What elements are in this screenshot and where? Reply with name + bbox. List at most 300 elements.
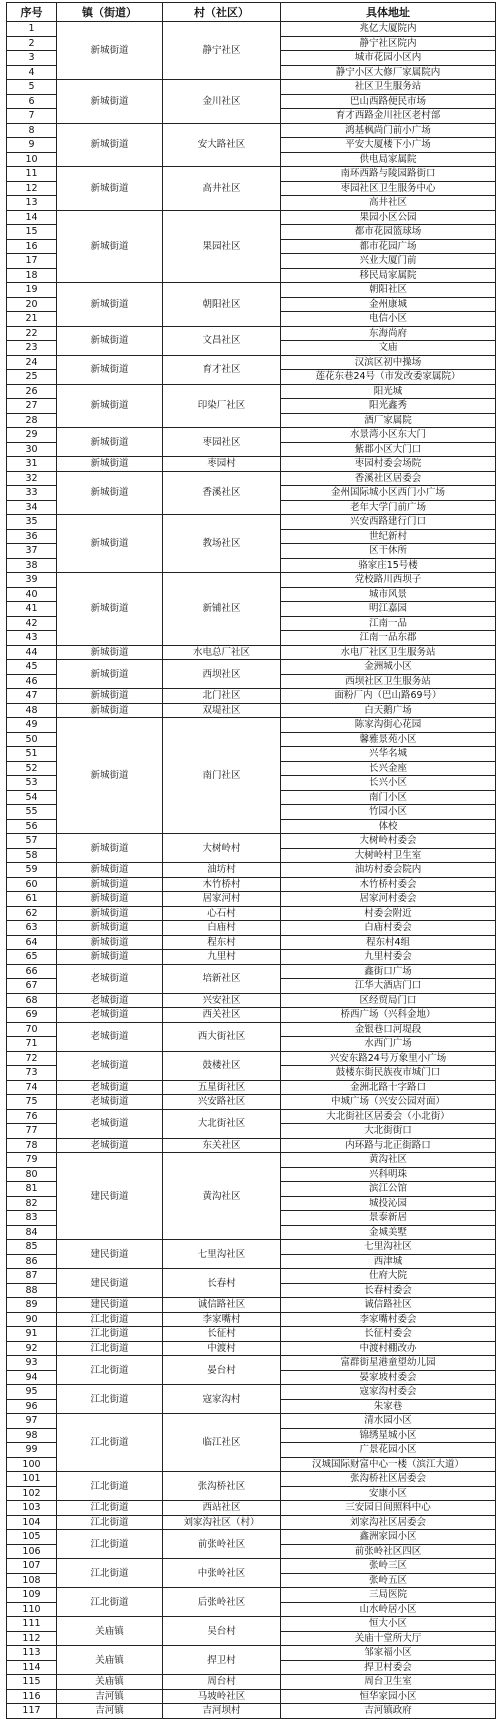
cell-address: 高井社区: [281, 196, 496, 211]
cell-seq: 77: [7, 1124, 57, 1139]
cell-address: 滨江公馆: [281, 1182, 496, 1197]
cell-seq: 116: [7, 1689, 57, 1704]
cell-seq: 5: [7, 80, 57, 95]
cell-town: 吉河镇: [57, 1689, 163, 1704]
cell-village: 北门社区: [163, 689, 281, 704]
cell-seq: 115: [7, 1675, 57, 1690]
cell-town: 新城街道: [57, 834, 163, 863]
cell-town: 新城街道: [57, 428, 163, 457]
cell-seq: 58: [7, 848, 57, 863]
cell-seq: 79: [7, 1153, 57, 1168]
cell-address: 馨雅景苑小区: [281, 732, 496, 747]
cell-town: 老城街道: [57, 1051, 163, 1080]
cell-address: 大树岭村委会: [281, 834, 496, 849]
cell-address: 老年大学门前广场: [281, 500, 496, 515]
table-header-row: [7, 3, 496, 22]
cell-address: 江南一品东郡: [281, 631, 496, 646]
cell-address: 面粉厂内（巴山路69号）: [281, 689, 496, 704]
cell-village: 西大街社区: [163, 1022, 281, 1051]
cell-seq: 21: [7, 312, 57, 327]
cell-town: 江北街道: [57, 1327, 163, 1342]
table-row: [7, 123, 496, 138]
cell-seq: 73: [7, 1066, 57, 1081]
cell-seq: 6: [7, 94, 57, 109]
cell-address: 锦绣星城小区: [281, 1428, 496, 1443]
cell-town: 新城街道: [57, 660, 163, 689]
cell-address: 移民局家属院: [281, 268, 496, 283]
table-row: [7, 1327, 496, 1342]
cell-address: 香溪社区居委会: [281, 471, 496, 486]
cell-address: 木竹桥村委会: [281, 877, 496, 892]
table-row: [7, 1689, 496, 1704]
cell-seq: 80: [7, 1167, 57, 1182]
cell-address: 长兴小区: [281, 776, 496, 791]
cell-address: 东海尚府: [281, 326, 496, 341]
cell-address: 江华大酒店门口: [281, 979, 496, 994]
cell-town: 新城街道: [57, 892, 163, 907]
cell-seq: 59: [7, 863, 57, 878]
cell-village: 吉河坝村: [163, 1704, 281, 1719]
cell-address: 世纪新村: [281, 529, 496, 544]
table-row: [7, 1385, 496, 1400]
cell-village: 果园社区: [163, 210, 281, 283]
cell-seq: 9: [7, 138, 57, 153]
table-row: [7, 1472, 496, 1487]
cell-seq: 45: [7, 660, 57, 675]
cell-seq: 11: [7, 167, 57, 182]
cell-seq: 105: [7, 1530, 57, 1545]
cell-address: 兆亿大厦院内: [281, 22, 496, 37]
cell-seq: 31: [7, 457, 57, 472]
cell-seq: 64: [7, 935, 57, 950]
cell-village: 晏台村: [163, 1356, 281, 1385]
cell-village: 东关社区: [163, 1138, 281, 1153]
cell-town: 江北街道: [57, 1341, 163, 1356]
cell-seq: 32: [7, 471, 57, 486]
table-row: [7, 1588, 496, 1603]
cell-town: 关庙镇: [57, 1617, 163, 1646]
cell-village: 新铺社区: [163, 573, 281, 646]
cell-address: 三安园日间照料中心: [281, 1501, 496, 1516]
cell-seq: 48: [7, 703, 57, 718]
table-row: [7, 326, 496, 341]
cell-village: 印染厂社区: [163, 384, 281, 428]
cell-address: 江南一品: [281, 616, 496, 631]
table-row: [7, 718, 496, 733]
cell-seq: 43: [7, 631, 57, 646]
cell-seq: 36: [7, 529, 57, 544]
cell-town: 老城街道: [57, 1095, 163, 1110]
cell-village: 五星街社区: [163, 1080, 281, 1095]
cell-town: 建民街道: [57, 1153, 163, 1240]
cell-seq: 7: [7, 109, 57, 124]
cell-town: 新城街道: [57, 906, 163, 921]
cell-address: 居家河村委会: [281, 892, 496, 907]
cell-address: 党校路川西坝子: [281, 573, 496, 588]
cell-address: 张岭三区: [281, 1559, 496, 1574]
cell-village: 双堤社区: [163, 703, 281, 718]
cell-seq: 30: [7, 442, 57, 457]
table-row: [7, 1617, 496, 1632]
cell-seq: 49: [7, 718, 57, 733]
cell-address: 兴业大厦门前: [281, 254, 496, 269]
cell-village: 诚信路社区: [163, 1298, 281, 1313]
cell-address: 长征村委会: [281, 1327, 496, 1342]
table-row: [7, 1095, 496, 1110]
cell-town: 老城街道: [57, 1080, 163, 1095]
cell-town: 新城街道: [57, 384, 163, 428]
cell-village: 枣园社区: [163, 428, 281, 457]
cell-seq: 66: [7, 964, 57, 979]
cell-seq: 86: [7, 1254, 57, 1269]
cell-address: 电信小区: [281, 312, 496, 327]
cell-address: 捍卫村委会: [281, 1660, 496, 1675]
cell-seq: 83: [7, 1211, 57, 1226]
cell-town: 新城街道: [57, 921, 163, 936]
cell-address: 鑫洲家园小区: [281, 1530, 496, 1545]
cell-address: 金城美墅: [281, 1225, 496, 1240]
cell-village: 高井社区: [163, 167, 281, 211]
table-row: [7, 384, 496, 399]
cell-village: 长征村: [163, 1327, 281, 1342]
table-row: [7, 921, 496, 936]
cell-village: 兴安路社区: [163, 1095, 281, 1110]
table-row: [7, 1559, 496, 1574]
cell-seq: 68: [7, 993, 57, 1008]
cell-address: 七里沟社区: [281, 1240, 496, 1255]
cell-address: 金洲城小区: [281, 660, 496, 675]
cell-seq: 15: [7, 225, 57, 240]
cell-seq: 75: [7, 1095, 57, 1110]
cell-village: 木竹桥村: [163, 877, 281, 892]
cell-village: 教场社区: [163, 515, 281, 573]
cell-seq: 55: [7, 805, 57, 820]
table-row: [7, 892, 496, 907]
cell-address: 社区卫生服务站: [281, 80, 496, 95]
cell-town: 新城街道: [57, 123, 163, 167]
table-row: [7, 1138, 496, 1153]
cell-village: 李家嘴村: [163, 1312, 281, 1327]
cell-seq: 41: [7, 602, 57, 617]
cell-address: 桥西广场（兴科金地）: [281, 1008, 496, 1023]
cell-seq: 92: [7, 1341, 57, 1356]
cell-address: 枣园社区卫生服务中心: [281, 181, 496, 196]
cell-seq: 76: [7, 1109, 57, 1124]
cell-seq: 113: [7, 1646, 57, 1661]
cell-seq: 106: [7, 1544, 57, 1559]
cell-town: 关庙镇: [57, 1675, 163, 1690]
cell-town: 老城街道: [57, 1138, 163, 1153]
cell-address: 恒华家园小区: [281, 1689, 496, 1704]
cell-town: 江北街道: [57, 1414, 163, 1472]
cell-address: 城投沁园: [281, 1196, 496, 1211]
table-row: [7, 1515, 496, 1530]
table-row: [7, 834, 496, 849]
table-row: [7, 471, 496, 486]
cell-address: 明江嘉园: [281, 602, 496, 617]
cell-town: 新城街道: [57, 718, 163, 834]
cell-seq: 51: [7, 747, 57, 762]
table-row: [7, 80, 496, 95]
cell-address: 莲花东巷24号（市发改委家属院）: [281, 370, 496, 385]
cell-town: 老城街道: [57, 1109, 163, 1138]
cell-town: 老城街道: [57, 1008, 163, 1023]
cell-address: 黄沟社区: [281, 1153, 496, 1168]
cell-town: 江北街道: [57, 1312, 163, 1327]
cell-address: 鼓楼东街民族夜市城门口: [281, 1066, 496, 1081]
cell-address: 体校: [281, 819, 496, 834]
cell-seq: 81: [7, 1182, 57, 1197]
cell-address: 区干休所: [281, 544, 496, 559]
table-row: [7, 1312, 496, 1327]
table-body: [7, 22, 496, 1719]
cell-town: 新城街道: [57, 283, 163, 327]
cell-address: 周台卫生室: [281, 1675, 496, 1690]
cell-village: 西坝社区: [163, 660, 281, 689]
cell-village: 前张岭社区: [163, 1530, 281, 1559]
cell-seq: 74: [7, 1080, 57, 1095]
cell-address: 张沟桥社区居委会: [281, 1472, 496, 1487]
cell-seq: 67: [7, 979, 57, 994]
cell-seq: 65: [7, 950, 57, 965]
cell-village: 大北街社区: [163, 1109, 281, 1138]
cell-address: 寇家沟村委会: [281, 1385, 496, 1400]
cell-address: 大树岭村卫生室: [281, 848, 496, 863]
cell-seq: 94: [7, 1370, 57, 1385]
cell-address: 大北街社区居委会（小北街）: [281, 1109, 496, 1124]
header-address: 具体地址: [281, 3, 496, 22]
cell-address: 南门小区: [281, 790, 496, 805]
cell-address: 长兴金座: [281, 761, 496, 776]
header-seq: 序号: [7, 3, 57, 22]
cell-seq: 84: [7, 1225, 57, 1240]
cell-address: 骆家庄15号楼: [281, 558, 496, 573]
table-row: [7, 1414, 496, 1429]
cell-seq: 90: [7, 1312, 57, 1327]
cell-address: 金银巷口河堤段: [281, 1022, 496, 1037]
cell-address: 晏家坡村委会: [281, 1370, 496, 1385]
cell-address: 南环西路与陵园路街口: [281, 167, 496, 182]
cell-address: 村委会附近: [281, 906, 496, 921]
cell-seq: 63: [7, 921, 57, 936]
table-row: [7, 210, 496, 225]
cell-seq: 102: [7, 1486, 57, 1501]
cell-town: 老城街道: [57, 964, 163, 993]
cell-village: 捍卫村: [163, 1646, 281, 1675]
cell-seq: 93: [7, 1356, 57, 1371]
cell-seq: 108: [7, 1573, 57, 1588]
cell-town: 江北街道: [57, 1559, 163, 1588]
cell-town: 新城街道: [57, 457, 163, 472]
cell-address: 金州国际城小区西门小广场: [281, 486, 496, 501]
cell-town: 新城街道: [57, 877, 163, 892]
cell-seq: 104: [7, 1515, 57, 1530]
location-table: [6, 2, 496, 1719]
cell-seq: 39: [7, 573, 57, 588]
cell-village: 水电总厂社区: [163, 645, 281, 660]
cell-address: 水电厂社区卫生服务站: [281, 645, 496, 660]
cell-seq: 25: [7, 370, 57, 385]
cell-address: 兴安东路24号万象里小广场: [281, 1051, 496, 1066]
cell-seq: 17: [7, 254, 57, 269]
cell-village: 吴台村: [163, 1617, 281, 1646]
cell-town: 关庙镇: [57, 1646, 163, 1675]
cell-seq: 96: [7, 1399, 57, 1414]
table-row: [7, 1501, 496, 1516]
cell-address: 中城广场（兴安公园对面）: [281, 1095, 496, 1110]
cell-seq: 18: [7, 268, 57, 283]
cell-address: 九里村委会: [281, 950, 496, 965]
table-row: [7, 428, 496, 443]
cell-seq: 23: [7, 341, 57, 356]
cell-address: 大北街街口: [281, 1124, 496, 1139]
cell-address: 恒大小区: [281, 1617, 496, 1632]
cell-seq: 69: [7, 1008, 57, 1023]
cell-town: 新城街道: [57, 935, 163, 950]
cell-seq: 26: [7, 384, 57, 399]
cell-village: 寇家沟村: [163, 1385, 281, 1414]
cell-address: 内环路与北正街路口: [281, 1138, 496, 1153]
cell-seq: 47: [7, 689, 57, 704]
cell-seq: 42: [7, 616, 57, 631]
cell-seq: 60: [7, 877, 57, 892]
cell-village: 临江社区: [163, 1414, 281, 1472]
cell-seq: 19: [7, 283, 57, 298]
cell-seq: 109: [7, 1588, 57, 1603]
cell-address: 李家嘴村委会: [281, 1312, 496, 1327]
cell-seq: 57: [7, 834, 57, 849]
cell-address: 西坝社区卫生服务站: [281, 674, 496, 689]
cell-address: 金洲北路十字路口: [281, 1080, 496, 1095]
cell-seq: 78: [7, 1138, 57, 1153]
cell-address: 富群街星港童望幼儿园: [281, 1356, 496, 1371]
cell-town: 新城街道: [57, 689, 163, 704]
cell-seq: 53: [7, 776, 57, 791]
table-row: [7, 1051, 496, 1066]
cell-village: 西站社区: [163, 1501, 281, 1516]
cell-address: 刘家沟社区居委会: [281, 1515, 496, 1530]
cell-address: 平安大厦楼下小广场: [281, 138, 496, 153]
cell-village: 大树岭村: [163, 834, 281, 863]
table-row: [7, 1356, 496, 1371]
cell-address: 阳光城: [281, 384, 496, 399]
cell-seq: 71: [7, 1037, 57, 1052]
table-row: [7, 1109, 496, 1124]
cell-seq: 56: [7, 819, 57, 834]
cell-address: 前张岭社区四区: [281, 1544, 496, 1559]
cell-seq: 103: [7, 1501, 57, 1516]
cell-address: 仕府大院: [281, 1269, 496, 1284]
table-row: [7, 1153, 496, 1168]
cell-address: 朝阳社区: [281, 283, 496, 298]
cell-address: 枣园村委会场院: [281, 457, 496, 472]
table-row: [7, 1080, 496, 1095]
cell-village: 居家河村: [163, 892, 281, 907]
cell-village: 刘家沟社区（村）: [163, 1515, 281, 1530]
cell-address: 城市风景: [281, 587, 496, 602]
cell-address: 程东村4组: [281, 935, 496, 950]
cell-village: 程东村: [163, 935, 281, 950]
cell-seq: 100: [7, 1457, 57, 1472]
cell-address: 育才西路金川社区老村部: [281, 109, 496, 124]
cell-town: 吉河镇: [57, 1704, 163, 1719]
cell-address: 都市花园篮球场: [281, 225, 496, 240]
cell-village: 金川社区: [163, 80, 281, 124]
cell-address: 张岭五区: [281, 1573, 496, 1588]
cell-seq: 95: [7, 1385, 57, 1400]
cell-seq: 14: [7, 210, 57, 225]
cell-village: 心石村: [163, 906, 281, 921]
cell-seq: 117: [7, 1704, 57, 1719]
cell-address: 西津城: [281, 1254, 496, 1269]
cell-seq: 22: [7, 326, 57, 341]
cell-seq: 50: [7, 732, 57, 747]
table-row: [7, 689, 496, 704]
cell-seq: 85: [7, 1240, 57, 1255]
cell-village: 长春村: [163, 1269, 281, 1298]
cell-town: 老城街道: [57, 993, 163, 1008]
cell-seq: 35: [7, 515, 57, 530]
cell-village: 兴安社区: [163, 993, 281, 1008]
cell-seq: 72: [7, 1051, 57, 1066]
cell-address: 邹家福小区: [281, 1646, 496, 1661]
cell-town: 江北街道: [57, 1472, 163, 1501]
cell-village: 南门社区: [163, 718, 281, 834]
cell-seq: 10: [7, 152, 57, 167]
cell-seq: 87: [7, 1269, 57, 1284]
cell-village: 七里沟社区: [163, 1240, 281, 1269]
cell-town: 新城街道: [57, 703, 163, 718]
cell-village: 静宁社区: [163, 22, 281, 80]
cell-address: 景泰新居: [281, 1211, 496, 1226]
table-row: [7, 355, 496, 370]
header-village: 村（社区）: [163, 3, 281, 22]
cell-village: 鼓楼社区: [163, 1051, 281, 1080]
cell-seq: 29: [7, 428, 57, 443]
cell-address: 阳光鑫秀: [281, 399, 496, 414]
cell-address: 油坊村委会院内: [281, 863, 496, 878]
cell-seq: 99: [7, 1443, 57, 1458]
cell-seq: 88: [7, 1283, 57, 1298]
cell-seq: 91: [7, 1327, 57, 1342]
cell-seq: 24: [7, 355, 57, 370]
cell-village: 黄沟社区: [163, 1153, 281, 1240]
cell-seq: 114: [7, 1660, 57, 1675]
cell-village: 中渡村: [163, 1341, 281, 1356]
cell-village: 后张岭社区: [163, 1588, 281, 1617]
table-row: [7, 863, 496, 878]
cell-address: 区经贸局门口: [281, 993, 496, 1008]
cell-seq: 46: [7, 674, 57, 689]
cell-village: 九里村: [163, 950, 281, 965]
cell-address: 兴华名城: [281, 747, 496, 762]
cell-town: 建民街道: [57, 1269, 163, 1298]
table-row: [7, 1704, 496, 1719]
cell-town: 建民街道: [57, 1240, 163, 1269]
cell-village: 白庙村: [163, 921, 281, 936]
table-row: [7, 283, 496, 298]
cell-address: 白庙村委会: [281, 921, 496, 936]
table-row: [7, 950, 496, 965]
cell-town: 新城街道: [57, 326, 163, 355]
cell-seq: 27: [7, 399, 57, 414]
cell-seq: 70: [7, 1022, 57, 1037]
cell-address: 文庙: [281, 341, 496, 356]
cell-seq: 111: [7, 1617, 57, 1632]
table-row: [7, 1530, 496, 1545]
table-row: [7, 1240, 496, 1255]
cell-seq: 1: [7, 22, 57, 37]
